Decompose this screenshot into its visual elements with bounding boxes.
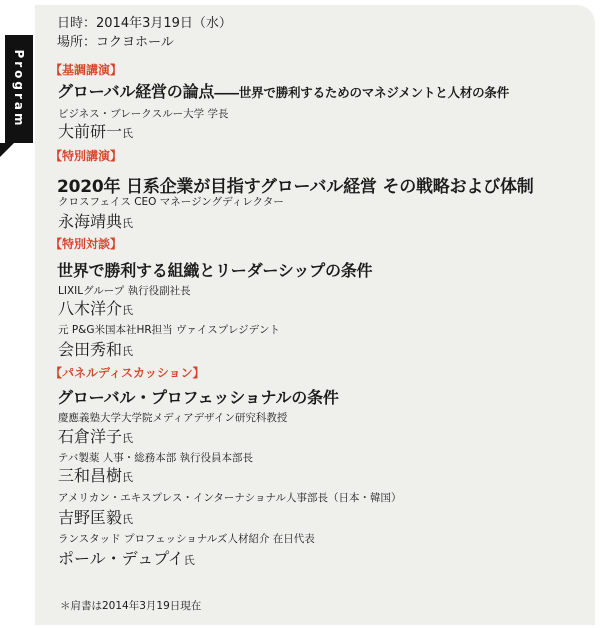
section-category: 【特別対談】 [50,237,123,251]
section-title: グローバル・プロフェッショナルの条件 [57,388,339,407]
speaker-affiliation: 慶應義塾大学大学院メディアデザイン研究科教授 [58,412,288,424]
program-tab-label: Program [12,49,26,129]
section-subtitle: ――世界で勝利するためのマネジメントと人材の条件 [214,85,510,100]
speaker-name: 大前研一氏 [58,122,134,141]
speaker-name: 石倉洋子氏 [58,427,134,446]
section-title [57,79,509,102]
speaker-name: ポール・デュプイ氏 [58,549,195,568]
speaker-affiliation: LIXILグループ 執行役副社長 [58,285,191,297]
speaker-name: 吉野匡毅氏 [58,508,134,527]
section-title: 2020年 日系企業が目指すグローバル経営 その戦略および体制 [57,177,534,197]
speaker-affiliation: アメリカン・エキスプレス・インターナショナル人事部長（日本・韓国） [58,492,402,504]
footnote: ＊肩書は2014年3月19日現在 [60,600,202,612]
speaker-affiliation: ランスタッド プロフェッショナルズ人材紹介 在日代表 [58,533,315,545]
speaker-affiliation: ビジネス・ブレークスルー大学 学長 [58,108,229,120]
section-category: 【基調講演】 [50,63,123,77]
section-title-main: グローバル経営の論点 [57,82,215,101]
section-category: 【特別講演】 [50,149,123,163]
speaker-name: 八木洋介氏 [58,299,134,318]
event-date: 日時：2014年3月19日（水） [57,16,232,31]
speaker-affiliation: テバ製薬 人事・総務本部 執行役員本部長 [58,452,254,464]
program-tab-notch [0,143,28,157]
section-title: 世界で勝利する組織とリーダーシップの条件 [57,261,373,280]
speaker-name: 三和昌樹氏 [58,466,134,485]
speaker-name: 会田秀和氏 [58,340,134,359]
speaker-affiliation: 元 P&G米国本社HR担当 ヴァイスプレジデント [58,324,280,336]
event-venue: 場所：コクヨホール [57,35,174,50]
speaker-name: 永海靖典氏 [58,212,134,231]
speaker-affiliation: クロスフェイス CEO マネージングディレクター [58,196,284,208]
section-category: 【パネルディスカッション】 [50,366,205,380]
